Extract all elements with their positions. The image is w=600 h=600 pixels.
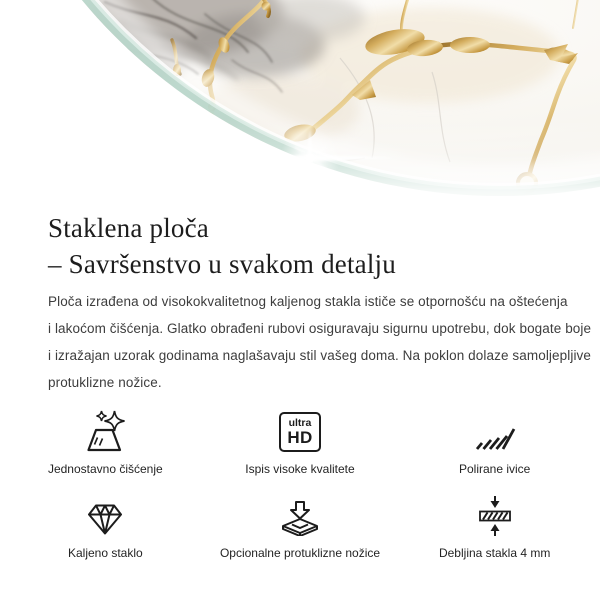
description-line: i izražajan uzorak godinama naglašavaju stil vašeg doma. Na poklon dolaze samoljepljive	[48, 348, 591, 363]
feature-grid	[8, 408, 592, 560]
description-line: Ploča izrađena od visokokvalitetnog kaljenog stakla ističe se otpornošću na oštećenja	[48, 294, 568, 309]
product-description	[0, 288, 600, 396]
ultra-hd-top-text: ultra	[288, 417, 312, 429]
page-title-line1: Staklena ploča	[48, 213, 209, 243]
feature-label: Ispis visoke kvalitete	[245, 462, 355, 476]
product-hero-image	[0, 0, 600, 210]
sparkling-surface-icon	[83, 410, 127, 452]
feature-print-quality	[203, 408, 398, 476]
hatched-edge-icon	[473, 416, 517, 452]
feature-label: Opcionalne protuklizne nožice	[219, 546, 381, 560]
description-line: protuklizne nožice.	[48, 375, 162, 390]
feature-glass-thickness	[397, 492, 592, 560]
description-line: i lakoćom čišćenja. Glatko obrađeni rubovi osiguravaju sigurnu upotrebu, dok bogate boje	[48, 321, 592, 336]
ultra-hd-icon	[279, 412, 321, 452]
page-title-line2: – Savršenstvo u svakom detalju	[48, 249, 396, 279]
feature-label: Kaljeno staklo	[67, 546, 143, 560]
feature-tempered-glass	[8, 492, 203, 560]
page-title	[0, 210, 600, 282]
ultra-hd-bottom-text: HD	[287, 428, 313, 447]
feature-easy-cleaning	[8, 408, 203, 476]
feature-label: Polirane ivice	[458, 462, 531, 476]
thickness-arrows-icon	[475, 496, 515, 536]
glass-disc-illustration	[0, 0, 600, 210]
feature-polished-edges	[397, 408, 592, 476]
feature-label: Jednostavno čišćenje	[47, 462, 163, 476]
diamond-icon	[86, 503, 124, 536]
arrow-into-pad-icon	[280, 500, 320, 536]
feature-anti-slip-feet	[203, 492, 398, 560]
feature-label: Debljina stakla 4 mm	[438, 546, 551, 560]
